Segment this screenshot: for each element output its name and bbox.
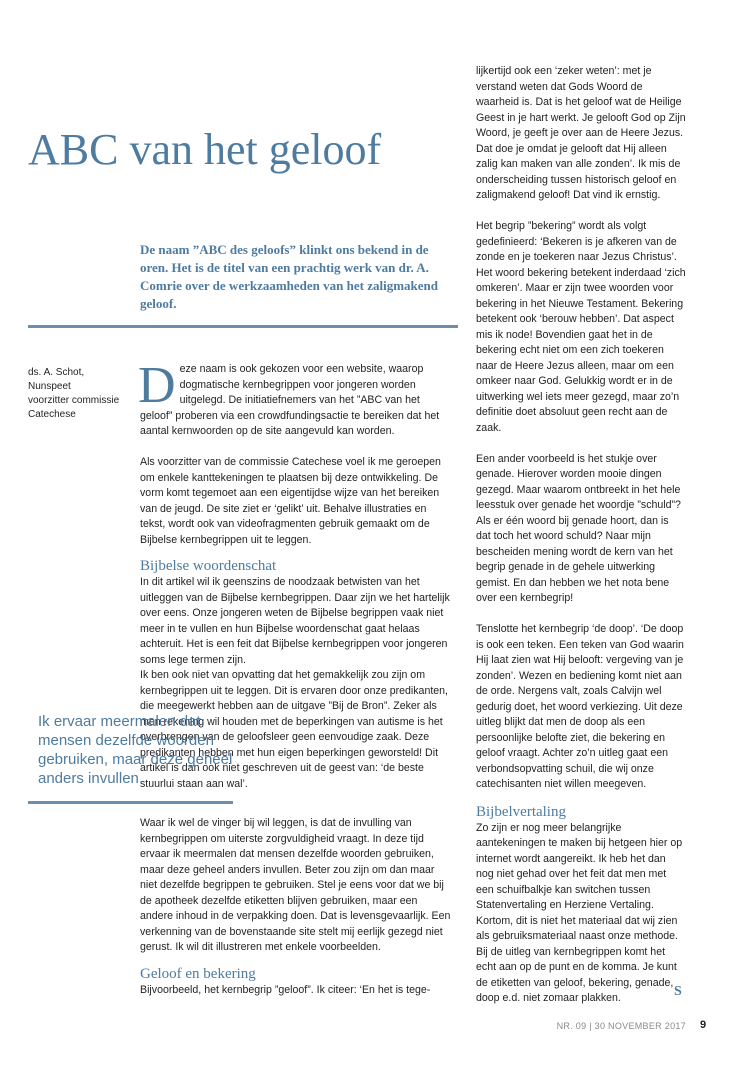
article-paragraph xyxy=(138,357,453,440)
author-role-line-1: voorzitter commissie xyxy=(28,395,120,406)
article-paragraph: Waar ik wel de vinger bij wil leggen, is dat de invulling van kernbegrippen om uiterste zorgvuldigheid vraagt. In deze tijd ervaar ik meermalen dat mensen dezelfde woorden gebruiken, maar deze geheel anders invullen. Beter zou zijn om dan maar niet dezelfde begrippen te gebruiken. Stel je eens voor dat we bij de apotheek dezelfde etiketten blijven gebruiken, maar een andere inhoud in de verpakking doen. Dat is levensgevaarlijk. Een verkenning van de bovenstaande site stelt mij eerlijk gezegd niet gerust. Ik wil dit illustreren met enkele voorbeelden. xyxy=(140,817,451,953)
section-heading: Bijbelse woordenschat xyxy=(140,558,277,574)
intro-divider xyxy=(28,325,458,328)
article-paragraph: Zo zijn er nog meer belangrijke aantekeningen te maken bij hetgeen hier op internet wordt aangereikt. Ik heb het dan nog niet gehad over het feit dat men met een schuifbalkje kan switchen tussen Statenvertaling en Herziene Vertaling. xyxy=(476,821,683,911)
paragraph-text: eze naam is ook gekozen voor een website, waarop dogmatische kernbegrippen voor jongeren worden uitgelegd. De initiatiefnemers van het ”ABC van het geloof” proberen via een crowdfundingsactie te bereiken dat het aantal kernwoorden op de site aangevuld kan worden. xyxy=(140,363,440,437)
article-paragraph: Ik ben ook niet van opvatting dat het gemakkelijk zou zijn om kernbegrippen uit te leggen. Dit is ervaren door onze predikanten, die meegewerkt hebben aan de uitgave ”Bij de Bron”. Zeker als xyxy=(140,669,448,712)
author-name: ds. A. Schot, xyxy=(28,367,85,378)
drop-cap: D xyxy=(138,357,176,414)
section-heading: Bijbelvertaling xyxy=(476,803,566,820)
article-paragraph: Kortom, dit is niet het materiaal dat wij zien als gebruiksmateriaal naast onze methode. Bij de uitleg van kernbegrippen komt het echt aan op de punt en de komma. Je kunt de etiketten van geloof, bekering, genade, doop e.d. niet zomaar plakken. xyxy=(476,914,678,1004)
article-paragraph: Tenslotte het kernbegrip ‘de doop’. ‘De doop is ook een teken. Een teken van God waarin Hij laat zien wat Hij belooft: vergeving van je zonden’. Wezen en bediening komt niet aan de orde. Nergens valt, zoals Calvijn wel gedurig doet, het woord verkiezing. Uit deze uitleg blijkt dat men de doop als een persoonlijke belofte ziet, die bekering en geloof vraagt. Achter zo’n uitleg gaat een verbondsopvatting schuil, die wij onze catechisanten niet willen meegeven. xyxy=(476,623,684,790)
pull-quote-divider xyxy=(28,801,233,804)
page-number: 9 xyxy=(700,1019,707,1031)
article-body-left xyxy=(138,357,453,998)
author-info xyxy=(28,366,133,422)
article-paragraph: In dit artikel wil ik geenszins de noodzaak betwisten van het uitleggen van de Bijbelse kernbegrippen. Daar zijn we het hartelijk over eens. Onze jongeren weten de Bijbelse begrippen vaak niet meer in te vullen en hun Bijbelse woordenschat gaat helaas achteruit. Het is een feit dat Bijbelse kernbegrippen voor jongeren soms lege termen zijn. xyxy=(140,576,450,666)
article-paragraph: lijkertijd ook een ‘zeker weten’: met je verstand weten dat Gods Woord de waarheid is. Dat is het geloof wat de Heilige Geest in je hart werkt. Je gelooft God op Zijn Woord, je geeft je over aan de Heere Jezus. Dat doe je omdat je gelooft dat Hij alleen zalig kan maken van alle zonden’. Ik mis de onderscheiding tussen historisch geloof en zaligmakend geloof! Dat vind ik ernstig. xyxy=(476,65,686,201)
article-paragraph: Het begrip ”bekering” wordt als volgt gedefinieerd: ‘Bekeren is je afkeren van de zonde en je toekeren naar Jezus Christus’. Het woord bekering betekent inderdaad ‘zich omkeren’. Maar er zijn twee woorden voor bekering in het Nieuwe Testament. Bekering betekent ook ‘berouw hebben’. Dat aspect mis ik node! Bovendien gaat het in de bekering echt niet om een zich toekeren naar de Heere Jezus alleen, maar om een omkeer naar God. Gelukkig wordt er in de uitwerking wel iets meer gezegd, maar zo’n definitie doet absoluut geen recht aan de zaak. xyxy=(476,220,686,434)
issue-info: NR. 09 | 30 NOVEMBER 2017 xyxy=(556,1021,686,1031)
article-paragraph: men rekening wil houden met de beperkingen van autisme is het overbrengen van de geloofsleer geen eenvoudige zaak. Deze predikanten hebben met hun eigen beperkingen geworsteld! Dit artikel is dan ook niet geschreven uit de geest van: ‘de beste stuurlui staan aan wal’. xyxy=(140,715,443,790)
article-paragraph: Een ander voorbeeld is het stukje over genade. Hierover worden mooie dingen gezegd. Maar waarom ontbreekt in het hele leesstuk over genade het woordje ”schuld”? Als er één woord bij genade hoort, dan is dat toch het woord schuld? Naar mijn bescheiden mening wordt de kern van het begrip genade in de gehele uitwerking gemist. En dan hebben we het nota bene over een kernbegrip! xyxy=(476,452,681,604)
article-body-right xyxy=(476,64,686,1007)
section-heading: Geloof en bekering xyxy=(140,965,256,982)
author-role-line-2: Catechese xyxy=(28,409,76,420)
author-place: Nunspeet xyxy=(28,381,71,392)
article-paragraph: Bijvoorbeeld, het kernbegrip ”geloof”. Ik citeer: ‘En het is tege- xyxy=(140,983,431,996)
article-title: ABC van het geloof xyxy=(28,125,382,174)
article-paragraph: Als voorzitter van de commissie Catechese voel ik me geroepen om enkele kanttekeningen te plaatsen bij deze ontwikkeling. De vorm komt tegemoet aan een eigentijdse wijze van het bereiken van de jeugd. De site ziet er ‘gelikt’ uit. Behalve illustraties en tekst, wordt ook van videofragmenten gebruik gemaakt om de Bijbelse kernbegrippen uit te leggen. xyxy=(140,456,441,546)
article-intro: De naam ”ABC des geloofs” klinkt ons bekend in de oren. Het is de titel van een prachtig werk van dr. A. Comrie over de werkzaamheden van het zaligmakend geloof. xyxy=(140,242,439,311)
pull-quote: Ik ervaar meermalen dat mensen dezelfde woorden gebruiken, maar deze geheel anders invullen. xyxy=(38,713,233,787)
end-of-article-mark: S xyxy=(674,984,682,999)
